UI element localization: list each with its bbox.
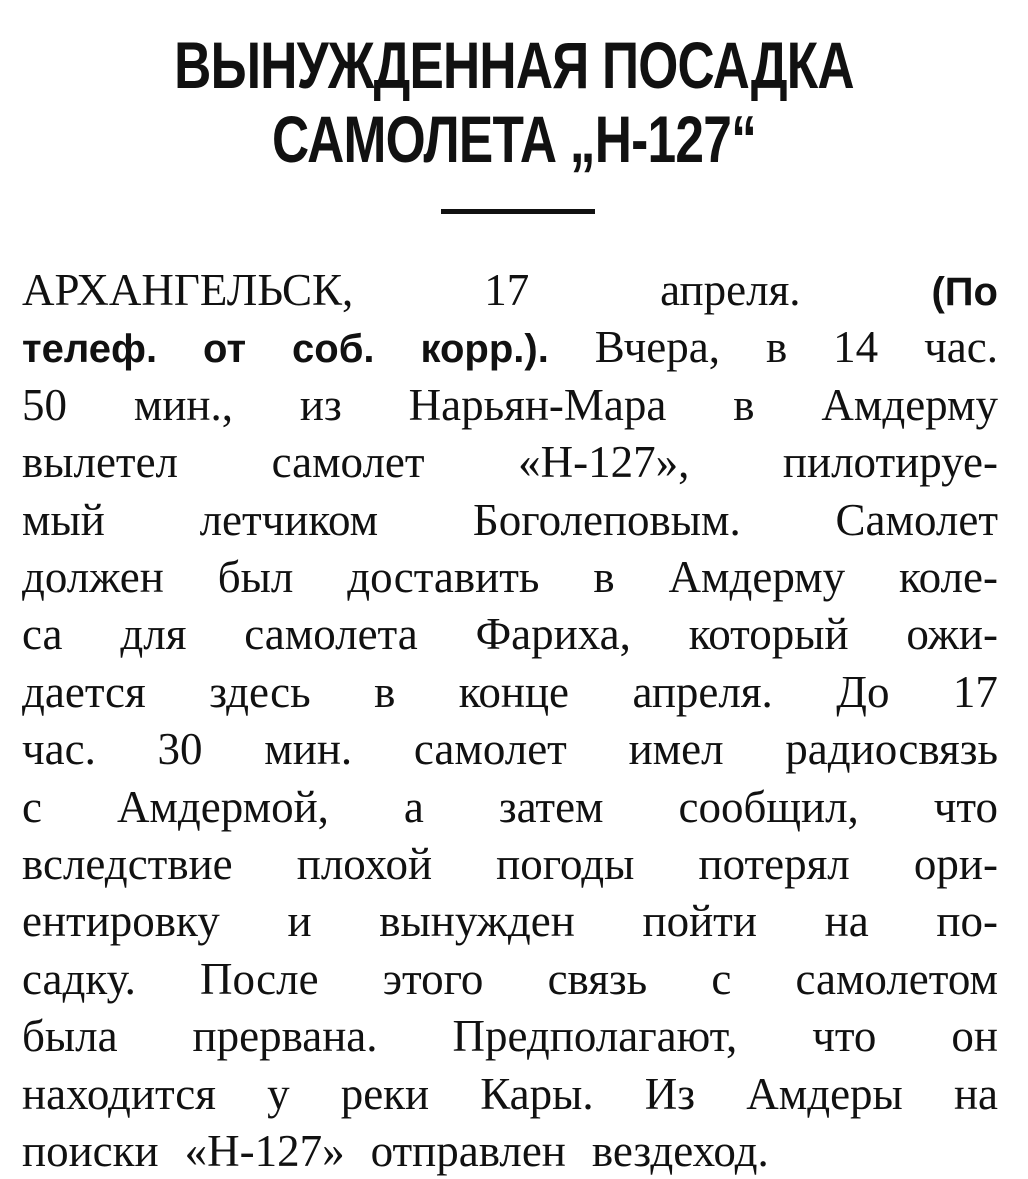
text-line	[22, 492, 998, 548]
word: 30	[157, 724, 203, 775]
word: находится	[22, 1068, 216, 1119]
byline-word: (По	[931, 270, 998, 314]
word: конце	[458, 666, 570, 717]
word: мин.	[264, 724, 353, 775]
word: дается	[22, 666, 146, 717]
text-line	[22, 836, 998, 892]
text-line	[22, 721, 998, 777]
byline-word: телеф.	[22, 327, 158, 372]
word: 17	[952, 666, 998, 717]
word: самолет	[413, 724, 567, 775]
word: с	[711, 953, 732, 1004]
word: по-	[936, 896, 998, 947]
word: Амдермой,	[116, 781, 329, 832]
word: мый	[22, 494, 105, 545]
word: потерял	[698, 839, 850, 889]
word: что	[812, 1011, 877, 1062]
word: Кары.	[480, 1068, 594, 1119]
word: на	[824, 896, 869, 947]
word: он	[951, 1011, 998, 1062]
word: вездеход.	[591, 1126, 769, 1176]
word: в	[765, 322, 788, 373]
word: Нарьян-Мара	[408, 379, 667, 430]
headline-line-1: ВЫНУЖДЕННАЯ ПОСАДКА	[174, 28, 854, 102]
word: этого	[382, 953, 484, 1004]
word: ожи-	[906, 609, 998, 660]
headline-line-2: САМОЛЕТА „Н-127“	[271, 102, 757, 176]
text-line	[22, 319, 998, 375]
word: имел	[628, 724, 724, 775]
text-line	[22, 606, 998, 662]
word: коле-	[899, 552, 998, 602]
word: в	[733, 379, 755, 430]
word: и	[287, 896, 312, 947]
word: 50	[22, 379, 67, 430]
text-line	[22, 1008, 998, 1064]
word: поиски	[22, 1126, 159, 1176]
text-line	[22, 1066, 998, 1122]
word: плохой	[296, 839, 433, 889]
word: ори-	[913, 839, 998, 889]
word: погоды	[496, 839, 635, 889]
word: Амдерму	[821, 379, 998, 430]
word: летчиком	[199, 494, 379, 545]
word: самолетом	[795, 953, 998, 1004]
text-line	[22, 664, 998, 720]
word: После	[200, 953, 319, 1004]
word: Самолет	[835, 494, 998, 545]
word: здесь	[209, 666, 311, 717]
word: прервана.	[192, 1011, 378, 1062]
word: Фариха,	[475, 609, 631, 660]
word: АРХАНГЕЛЬСК,	[22, 265, 354, 315]
word: для	[120, 609, 187, 660]
word: сообщил,	[678, 781, 859, 832]
word: самолет	[271, 437, 425, 488]
word: ентировку	[22, 896, 220, 947]
word: До	[836, 666, 890, 717]
word: был	[217, 552, 294, 602]
word: что	[933, 781, 998, 832]
word: самолета	[244, 609, 418, 660]
word: Амдерму	[668, 552, 846, 602]
word: из	[299, 379, 342, 430]
word: час.	[22, 724, 96, 775]
word: который	[688, 609, 849, 660]
word: час.	[924, 322, 998, 373]
word: у	[267, 1068, 290, 1119]
word: реки	[340, 1068, 430, 1119]
word: должен	[22, 552, 164, 602]
word: 14	[833, 322, 879, 373]
word: вынужден	[379, 896, 575, 947]
word: апреля.	[632, 666, 773, 717]
word: Боголеповым.	[472, 494, 741, 545]
text-line	[22, 779, 998, 835]
word: радиосвязь	[785, 724, 998, 775]
word: была	[22, 1011, 118, 1062]
word: вылетел	[22, 437, 179, 488]
word: пойти	[642, 896, 757, 947]
word: Из	[644, 1068, 696, 1119]
text-line	[22, 1123, 998, 1179]
text-line	[22, 893, 998, 949]
text-line	[22, 434, 998, 490]
word: пилотируе-	[782, 437, 998, 488]
word: доставить	[347, 552, 540, 602]
word: Вчера,	[594, 322, 720, 373]
word: на	[953, 1068, 998, 1119]
text-line	[22, 951, 998, 1007]
word: мин.,	[133, 379, 234, 430]
word: в	[374, 666, 396, 717]
word: в	[593, 552, 615, 602]
word: вследствие	[22, 839, 233, 889]
word: «Н-127»	[184, 1126, 345, 1176]
byline-word: от	[203, 327, 247, 372]
word: са	[22, 609, 63, 660]
word: с	[22, 781, 42, 832]
word: апреля.	[660, 265, 801, 315]
text-line	[22, 377, 998, 433]
word: «Н-127»,	[518, 437, 690, 488]
word: а	[403, 781, 424, 832]
word: 17	[484, 265, 530, 315]
word: садку.	[22, 953, 136, 1004]
word: Предполагают,	[452, 1011, 738, 1062]
word: Амдеры	[746, 1068, 903, 1119]
word: отправлен	[370, 1126, 566, 1176]
text-line	[22, 549, 998, 605]
headline-divider	[441, 209, 595, 214]
word: затем	[498, 781, 604, 832]
text-line	[22, 262, 998, 318]
byline-word: корр.).	[420, 327, 549, 372]
byline-word: соб.	[292, 327, 375, 372]
word: связь	[547, 953, 648, 1004]
